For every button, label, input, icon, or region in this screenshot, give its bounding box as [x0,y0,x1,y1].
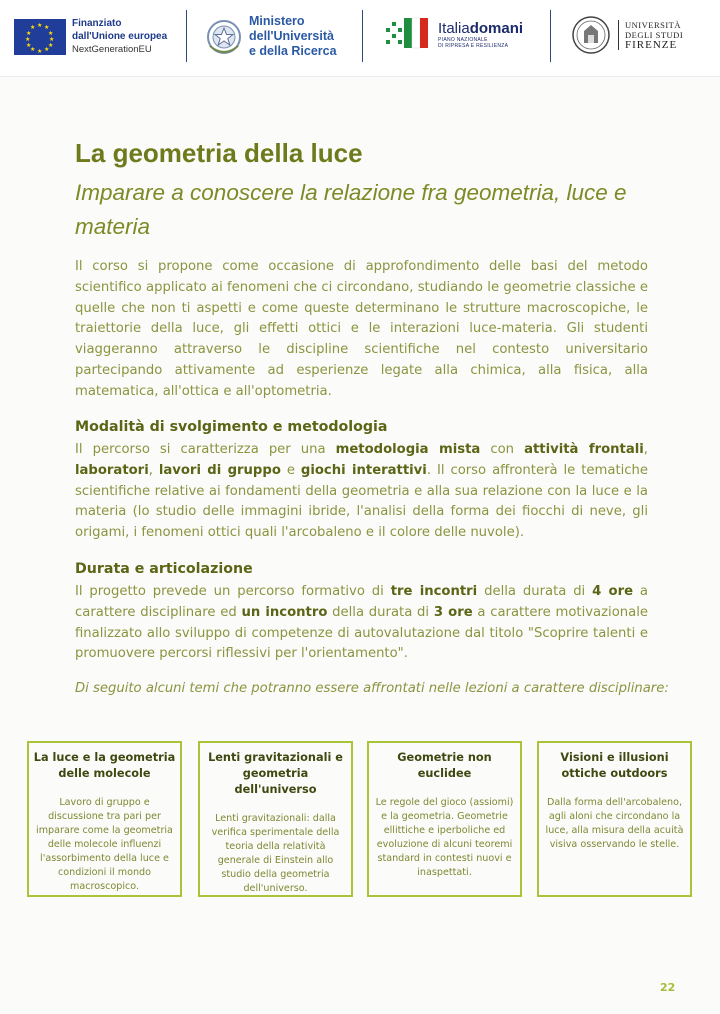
mur-text-line1: Ministero [249,14,305,28]
page-subtitle: Imparare a conoscere la relazione fra geometria, luce e materia [75,180,627,239]
text-run: , [643,442,648,457]
text-run: . Il corso affronterà le tematiche scientifiche relative ai fondamenti della geometria e alla sua relazione con la luce e la materia (lo studio delle immagini ibride, l'analisi della forma dei fiocchi di neve, gli origami, i fenomeni ottici quali l'arcobaleno e il colore delle nuvole). [75,462,649,541]
italiadomani-sub2: DI RIPRESA E RESILIENZA [438,42,509,49]
eu-flag-icon: ★ ★ ★ ★ ★ ★ ★ ★ ★ ★ ★ ★ [14,19,66,55]
italiadomani-title-b: domani [469,19,524,37]
bold-term: lavori di gruppo [158,462,281,478]
mur-text-line2: dell'Università [249,29,334,43]
eu-text-line3: NextGenerationEU [72,44,152,55]
topic-card-body: Lavoro di gruppo e discussione tra pari per imparare come la geometria delle molecole influenzi l'assorbimento della luce e condizioni il mondo macroscopico. [36,797,173,892]
logo-header [0,0,720,77]
italiadomani-title-a: Italia [438,19,470,37]
topics-intro: Di seguito alcuni temi che potranno essere affrontati nelle lezioni a carattere disciplinare: [75,681,669,696]
bold-term: metodologia mista [335,442,481,457]
bold-term: tre incontri [390,584,478,599]
eu-logo [14,17,167,56]
italiadomani-logo [384,14,523,54]
header-divider [186,10,187,62]
topic-card-body: Lenti gravitazionali: dalla verifica sperimentale della teoria della relatività generale di Einstein allo studio della geometria dell'universo. [211,813,340,894]
bold-term: attività frontali [524,442,644,457]
topic-card [198,741,353,897]
text-run: con [480,442,525,457]
header-divider [550,10,551,62]
header-divider [362,10,363,62]
eu-text-line2: dall'Unione europea [72,31,168,42]
topic-card [537,741,692,897]
topic-card-body: Dalla forma dell'arcobaleno, agli aloni che circondano la luce, alla misura della acuità visiva osservando le stelle. [545,797,684,850]
bold-term: giochi interattivi [300,462,427,478]
eu-text-line1: Finanziato [72,18,122,29]
text-run: a carattere motivazionale finalizzato allo sviluppo di competenze di autovalutazione dal titolo "Scoprire talenti e promuovere percorsi riflessivi per l'orientamento". [75,604,648,662]
topic-card-title: Visioni e illusioni ottiche outdoors [560,751,669,780]
bold-term: laboratori [75,462,149,478]
unifi-text-line2: DEGLI STUDI [625,30,684,40]
unifi-seal-icon [572,13,610,57]
text-run: a carattere disciplinare ed [75,584,648,620]
text-run: della durata di [327,604,434,620]
page-number: 22 [660,981,676,994]
unifi-text-line3: FIRENZE [625,39,678,51]
text-run: , [148,462,159,478]
unifi-text-line1: UNIVERSITÀ [625,20,681,30]
text-run: della durata di [477,584,593,599]
topic-card-body: Le regole del gioco (assiomi) e la geometria. Geometrie ellittiche e iperboliche ed evoluzione di alcuni teoremi standard in contesti nuovi e inaspettati. [375,797,514,878]
italiadomani-mark-icon [384,14,432,54]
topic-card-title: Lenti gravitazionali e geometria dell'universo [208,751,343,796]
intro-paragraph: Il corso si propone come occasione di approfondimento delle basi del metodo scientifico applicato ai fenomeni che ci circondano, studiando le geometrie classiche e quelle che non ti aspetti e come queste determinano le strutture macroscopiche, le traiettorie della luce, gli effetti ottici e le interazioni luce-materia. Gli studenti viaggeranno attraverso le discipline scientifiche nel contesto universitario partecipando attivamente ad esperienze legate alla chimica, alla fisica, alla matematica, all'ottica e all'optometria. [75,259,648,399]
methodology-paragraph [75,440,648,544]
mur-text-line3: e della Ricerca [249,44,337,58]
unifi-logo [572,13,683,57]
methodology-heading: Modalità di svolgimento e metodologia [75,419,388,435]
duration-paragraph [75,582,648,665]
bold-term: un incontro [241,604,328,620]
italiadomani-sub1: PIANO NAZIONALE [438,36,488,43]
text-run: Il progetto prevede un percorso formativo di [75,584,391,599]
page-title: La geometria della luce [75,138,363,168]
topic-card [367,741,522,897]
bold-term: 4 ore [592,584,634,599]
mur-logo [205,14,337,59]
topic-card-title: Geometrie non euclidee [397,751,492,780]
duration-heading: Durata e articolazione [75,561,253,577]
text-run: Il percorso si caratterizza per una [75,442,336,457]
text-run: e [280,462,301,478]
bold-term: 3 ore [433,604,473,620]
topic-card [27,741,182,897]
topic-card-title: La luce e la geometria delle molecole [33,751,176,780]
italian-emblem-icon [205,16,243,58]
